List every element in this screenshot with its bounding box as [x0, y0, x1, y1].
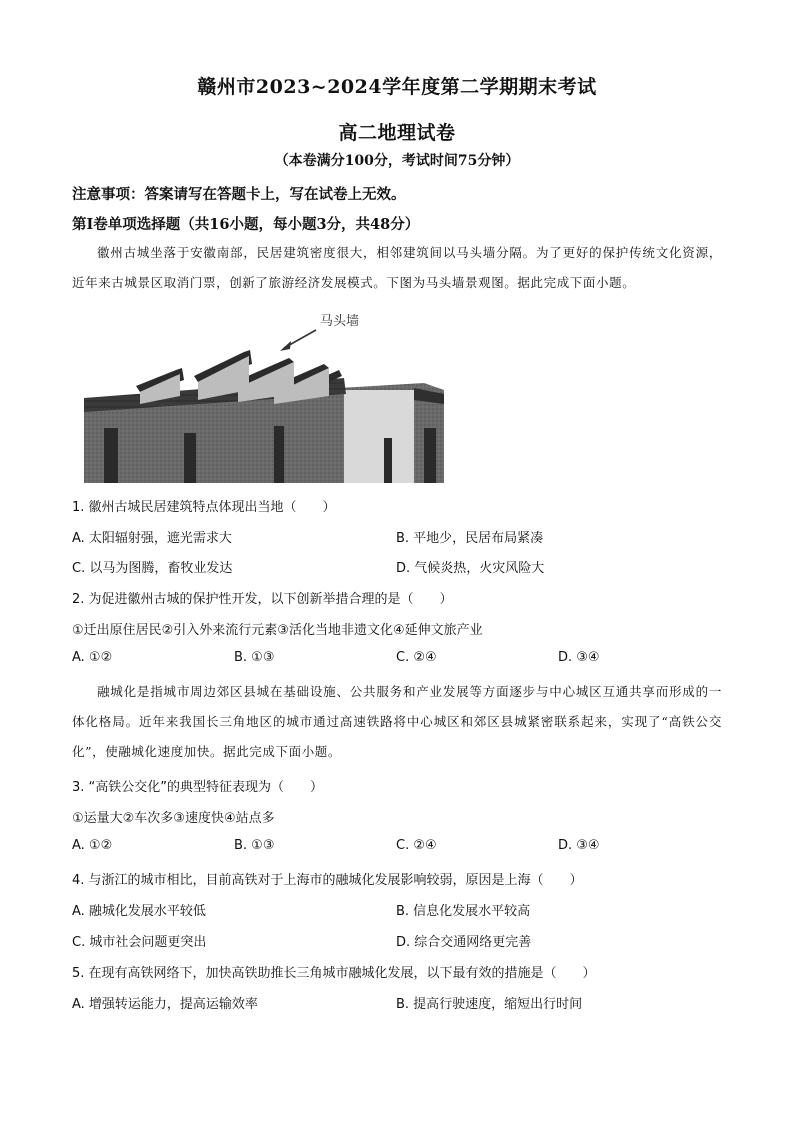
q5-option-b[interactable]: B. 提高行驶速度，缩短出行时间	[396, 997, 583, 1012]
q4-option-b[interactable]: B. 信息化发展水平较高	[396, 904, 531, 919]
q1-option-c[interactable]: C. 以马为图腾，畜牧业发达	[72, 561, 233, 576]
q4-option-a[interactable]: A. 融城化发展水平较低	[72, 904, 206, 919]
q2-option-a[interactable]: A. ①②	[72, 650, 113, 665]
section-heading: 第Ⅰ卷单项选择题（共16小题，每小题3分，共48分）	[72, 216, 420, 233]
exam-title: 赣州市2023~2024学年度第二学期期末考试	[197, 76, 597, 98]
q2-option-b[interactable]: B. ①③	[234, 650, 275, 665]
white-wall	[344, 390, 414, 483]
figure-label: 马头墙	[320, 314, 360, 329]
passage-2: 融城化是指城市周边郊区县城在基础设施、公共服务和产业发展等方面逐步与中心城区互通共享而形成的一体化格局。近年来我国长三角地区的城市通过高速铁路将中心城区和郊区县城紧密联系起来，实现了“高铁公交化”，使融城化速度加快。据此完成下面小题。	[72, 684, 722, 759]
q4-stem: 4. 与浙江的城市相比，目前高铁对于上海市的融城化发展影响较弱，原因是上海（ ）	[72, 873, 583, 888]
horse-head-wall-figure	[84, 308, 444, 483]
q3-items: ①运量大②车次多③速度快④站点多	[72, 811, 275, 826]
q1-option-a[interactable]: A. 太阳辐射强，遮光需求大	[72, 531, 232, 546]
q2-stem: 2. 为促进徽州古城的保护性开发，以下创新举措合理的是（ ）	[72, 592, 453, 607]
q5-stem: 5. 在现有高铁网络下，加快高铁助推长三角城市融城化发展，以下最有效的措施是（ ）	[72, 966, 596, 981]
passage-1: 徽州古城坐落于安徽南部，民居建筑密度很大，相邻建筑间以马头墙分隔。为了更好的保护传统文化资源，近年来古城景区取消门票，创新了旅游经济发展模式。下图为马头墙景观图。据此完成下面小题。	[72, 245, 722, 290]
q4-option-d[interactable]: D. 综合交通网络更完善	[396, 935, 532, 950]
q2-option-d[interactable]: D. ③④	[558, 650, 600, 665]
q5-option-a[interactable]: A. 增强转运能力，提高运输效率	[72, 997, 258, 1012]
notice-line: 注意事项：答案请写在答题卡上，写在试卷上无效。	[72, 186, 406, 203]
exam-note: （本卷满分100分，考试时间75分钟）	[274, 153, 520, 169]
q2-option-c[interactable]: C. ②④	[396, 650, 437, 665]
q3-option-a[interactable]: A. ①②	[72, 838, 113, 853]
q2-items: ①迁出原住居民②引入外来流行元素③活化当地非遗文化④延伸文旅产业	[72, 623, 483, 638]
q1-option-d[interactable]: D. 气候炎热，火灾风险大	[396, 561, 545, 576]
q3-option-c[interactable]: C. ②④	[396, 838, 437, 853]
horse-head-wall-image	[84, 308, 444, 483]
subject-title: 高二地理试卷	[338, 122, 456, 144]
q1-stem: 1. 徽州古城民居建筑特点体现出当地（ ）	[72, 500, 336, 515]
q1-option-b[interactable]: B. 平地少，民居布局紧凑	[396, 531, 544, 546]
q3-stem: 3. “高铁公交化”的典型特征表现为（ ）	[72, 780, 324, 795]
q3-option-d[interactable]: D. ③④	[558, 838, 600, 853]
q3-option-b[interactable]: B. ①③	[234, 838, 275, 853]
q4-option-c[interactable]: C. 城市社会问题更突出	[72, 935, 207, 950]
